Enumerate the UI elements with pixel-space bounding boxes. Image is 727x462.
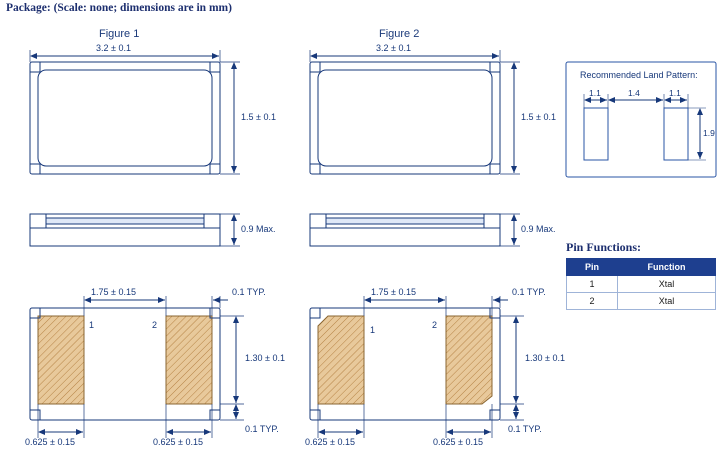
fig2-typ-bottom-dim: 0.1 TYP. [508, 424, 542, 434]
fig2-pad2-width-dim: 0.625 ± 0.15 [433, 437, 483, 447]
land-dim-b: 1.4 [628, 88, 640, 98]
land-dim-c: 1.1 [669, 88, 681, 98]
fig2-pad-height-dim: 1.30 ± 0.1 [525, 353, 565, 363]
fig1-thickness-dim: 0.9 Max. [241, 224, 276, 234]
fig1-pad1-width-dim: 0.625 ± 0.15 [25, 437, 75, 447]
pin-functions-table [566, 258, 716, 310]
fig1-height-dim: 1.5 ± 0.1 [241, 112, 276, 122]
cell-function: Xtal [618, 293, 716, 310]
fig1-pitch-dim: 1.75 ± 0.15 [91, 287, 136, 297]
figure-1-label: Figure 1 [99, 28, 140, 40]
table-row [567, 276, 716, 293]
land-dim-a: 1.1 [589, 88, 601, 98]
column-header-pin: Pin [567, 259, 618, 276]
fig1-width-dim: 3.2 ± 0.1 [96, 43, 131, 53]
cell-function: Xtal [618, 276, 716, 293]
fig2-pitch-dim: 1.75 ± 0.15 [371, 287, 416, 297]
pin-functions-title: Pin Functions: [566, 240, 642, 254]
fig1-typ-top-dim: 0.1 TYP. [232, 287, 266, 297]
page-title: Package: (Scale: none; dimensions are in mm) [6, 2, 232, 14]
fig2-thickness-dim: 0.9 Max. [521, 224, 556, 234]
land-pattern-title: Recommended Land Pattern: [580, 70, 698, 80]
cell-pin: 1 [567, 276, 618, 293]
fig2-height-dim: 1.5 ± 0.1 [521, 112, 556, 122]
fig1-pin1-label: 1 [89, 320, 95, 330]
table-header-row [567, 259, 716, 276]
fig1-pin2-label: 2 [152, 320, 158, 330]
fig2-pin1-label: 1 [370, 325, 376, 335]
fig2-pin2-label: 2 [432, 320, 438, 330]
fig2-width-dim: 3.2 ± 0.1 [376, 43, 411, 53]
fig1-typ-bottom-dim: 0.1 TYP. [245, 424, 279, 434]
figure-2-label: Figure 2 [379, 28, 420, 40]
land-dim-d: 1.9 [703, 128, 715, 138]
fig1-pad2-width-dim: 0.625 ± 0.15 [153, 437, 203, 447]
fig2-pad1-width-dim: 0.625 ± 0.15 [305, 437, 355, 447]
fig2-typ-top-dim: 0.1 TYP. [512, 287, 546, 297]
column-header-function: Function [618, 259, 716, 276]
fig1-pad-height-dim: 1.30 ± 0.1 [245, 353, 285, 363]
cell-pin: 2 [567, 293, 618, 310]
table-row [567, 293, 716, 310]
